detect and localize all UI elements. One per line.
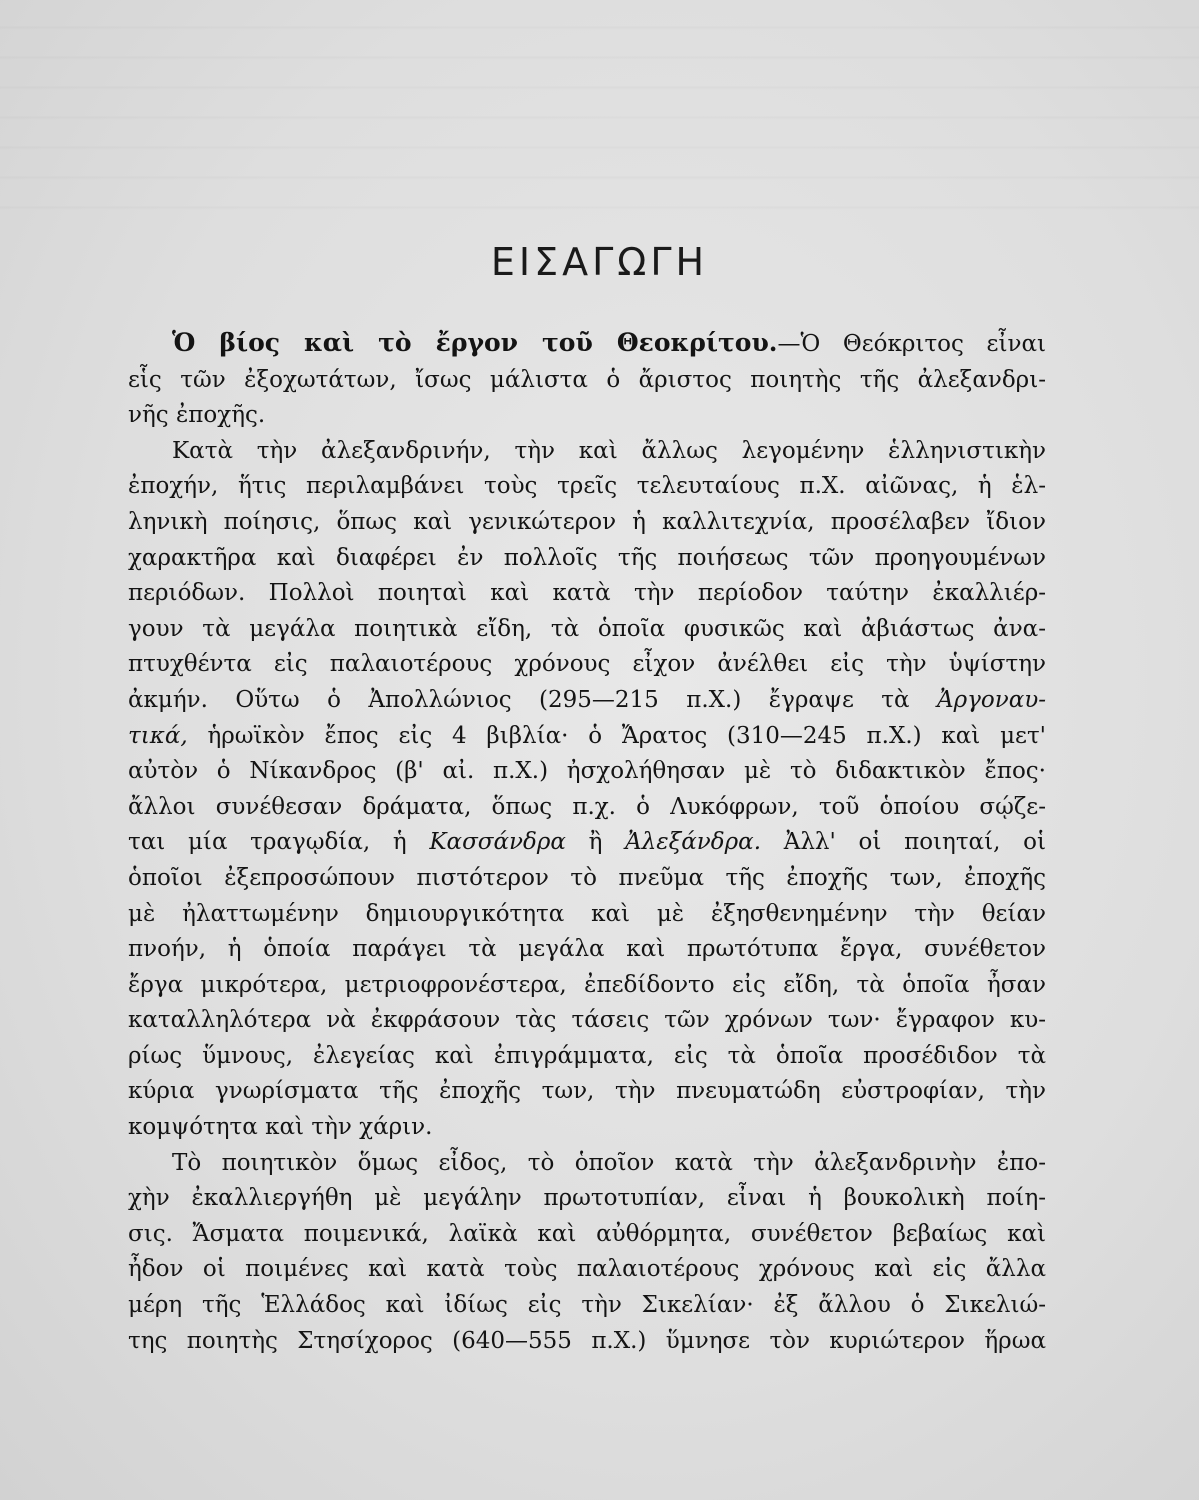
text-line: ἔργα μικρότερα, μετριοφρονέστερα, ἐπεδίδοντο εἰς εἴδη, τὰ ὁποῖα ἦσαν: [128, 971, 1046, 998]
text-line: μέρη τῆς Ἑλλάδος καὶ ἰδίως εἰς τὴν Σικελίαν· ἐξ ἄλλου ὁ Σικελιώ-: [128, 1292, 1046, 1319]
text-line: σις. Ἄσματα ποιμενικά, λαϊκὰ καὶ αὐθόρμητα, συνέθετον βεβαίως καὶ: [128, 1220, 1046, 1247]
text-line: πτυχθέντα εἰς παλαιοτέρους χρόνους εἶχον ἀνέλθει εἰς τὴν ὑψίστην: [128, 651, 1046, 678]
page-title: ΕΙΣΑΓΩΓΗ: [490, 240, 709, 284]
text-line: κύρια γνωρίσματα τῆς ἐποχῆς των, τὴν πνευματώδη εὐστροφίαν, τὴν: [128, 1078, 1046, 1105]
text-span: ται μία τραγῳδία, ἡ: [128, 829, 430, 856]
text-line: Κατὰ τὴν ἀλεξανδρινήν, τὴν καὶ ἄλλως λεγομένην ἑλληνιστικὴν: [172, 437, 1046, 464]
text-line: [128, 719, 1046, 755]
text-line: ληνικὴ ποίησις, ὅπως καὶ γενικώτερον ἡ καλλιτεχνία, προσέλαβεν ἴδιον: [128, 508, 1046, 535]
text-line: [128, 825, 1046, 861]
body-text: [128, 325, 1046, 1359]
text-line: ἐποχήν, ἥτις περιλαμβάνει τοὺς τρεῖς τελευταίους π.Χ. αἰῶνας, ἡ ἑλ-: [128, 473, 1046, 500]
text-line: ρίως ὕμνους, ἐλεγείας καὶ ἐπιγράμματα, εἰς τὰ ὁποῖα προσέδιδον τὰ: [128, 1042, 1046, 1069]
text-line: Τὸ ποιητικὸν ὅμως εἶδος, τὸ ὁποῖον κατὰ τὴν ἀλεξανδρινὴν ἐπο-: [172, 1149, 1046, 1176]
text-line: κομψότητα καὶ τὴν χάριν.: [128, 1114, 433, 1141]
text-span: Ἀλλ' οἱ ποιηταί, οἱ: [761, 829, 1046, 856]
text-line: καταλληλότερα νὰ ἐκφράσουν τὰς τάσεις τῶν χρόνων των· ἔγραφον κυ-: [128, 1007, 1046, 1034]
text-line: [128, 325, 1046, 363]
italic-title: Κασσάνδρα: [429, 829, 566, 856]
text-line: εἷς τῶν ἐξοχωτάτων, ἴσως μάλιστα ὁ ἄριστος ποιητὴς τῆς ἀλεξανδρι-: [128, 366, 1046, 393]
show-through-texture: [0, 0, 1199, 230]
text-line: ὁποῖοι ἐξεπροσώπουν πιστότερον τὸ πνεῦμα τῆς ἐποχῆς των, ἐποχῆς: [128, 864, 1046, 891]
text-span: ἢ: [565, 829, 626, 856]
text-line: ἄλλοι συνέθεσαν δράματα, ὅπως π.χ. ὁ Λυκόφρων, τοῦ ὁποίου σῴζε-: [128, 793, 1046, 820]
text-line: γουν τὰ μεγάλα ποιητικὰ εἴδη, τὰ ὁποῖα φυσικῶς καὶ ἀβιάστως ἀνα-: [128, 615, 1046, 642]
italic-title: Ἀργοναυ-: [937, 686, 1046, 713]
text-line: [128, 683, 1046, 719]
section-heading: Ὁ βίος καὶ τὸ ἔργον τοῦ Θεοκρίτου.: [172, 328, 778, 357]
text-span: —Ὁ Θεόκριτος εἶναι: [777, 331, 1046, 357]
text-span: ἀκμήν. Οὕτω ὁ Ἀπολλώνιος (295—215 π.Χ.) ἔγραψε τὰ: [128, 686, 937, 713]
text-line: χὴν ἐκαλλιεργήθη μὲ μεγάλην πρωτοτυπίαν, εἶναι ἡ βουκολικὴ ποίη-: [128, 1185, 1046, 1212]
text-span: ἡρωϊκὸν ἔπος εἰς 4 βιβλία· ὁ Ἄρατος (310—245 π.Χ.) καὶ μετ': [187, 722, 1046, 749]
text-line: νῆς ἐποχῆς.: [128, 402, 266, 429]
italic-title: Ἀλεξάνδρα.: [625, 829, 762, 856]
text-line: της ποιητὴς Στησίχορος (640—555 π.Χ.) ὕμνησε τὸν κυριώτερον ἥρωα: [128, 1327, 1046, 1354]
text-line: ἦδον οἱ ποιμένες καὶ κατὰ τοὺς παλαιοτέρους χρόνους καὶ εἰς ἄλλα: [128, 1256, 1046, 1283]
text-line: πνοήν, ἡ ὁποία παράγει τὰ μεγάλα καὶ πρωτότυπα ἔργα, συνέθετον: [128, 936, 1046, 963]
text-line: μὲ ἠλαττωμένην δημιουργικότητα καὶ μὲ ἐξησθενημένην τὴν θείαν: [128, 900, 1046, 927]
text-line: περιόδων. Πολλοὶ ποιηταὶ καὶ κατὰ τὴν περίοδον ταύτην ἐκαλλιέρ-: [128, 580, 1046, 607]
text-line: χαρακτῆρα καὶ διαφέρει ἐν πολλοῖς τῆς ποιήσεως τῶν προηγουμένων: [128, 544, 1046, 571]
text-line: αὐτὸν ὁ Νίκανδρος (β' αἰ. π.Χ.) ἠσχολήθησαν μὲ τὸ διδακτικὸν ἔπος·: [128, 758, 1046, 785]
italic-title: τικά,: [128, 722, 188, 749]
